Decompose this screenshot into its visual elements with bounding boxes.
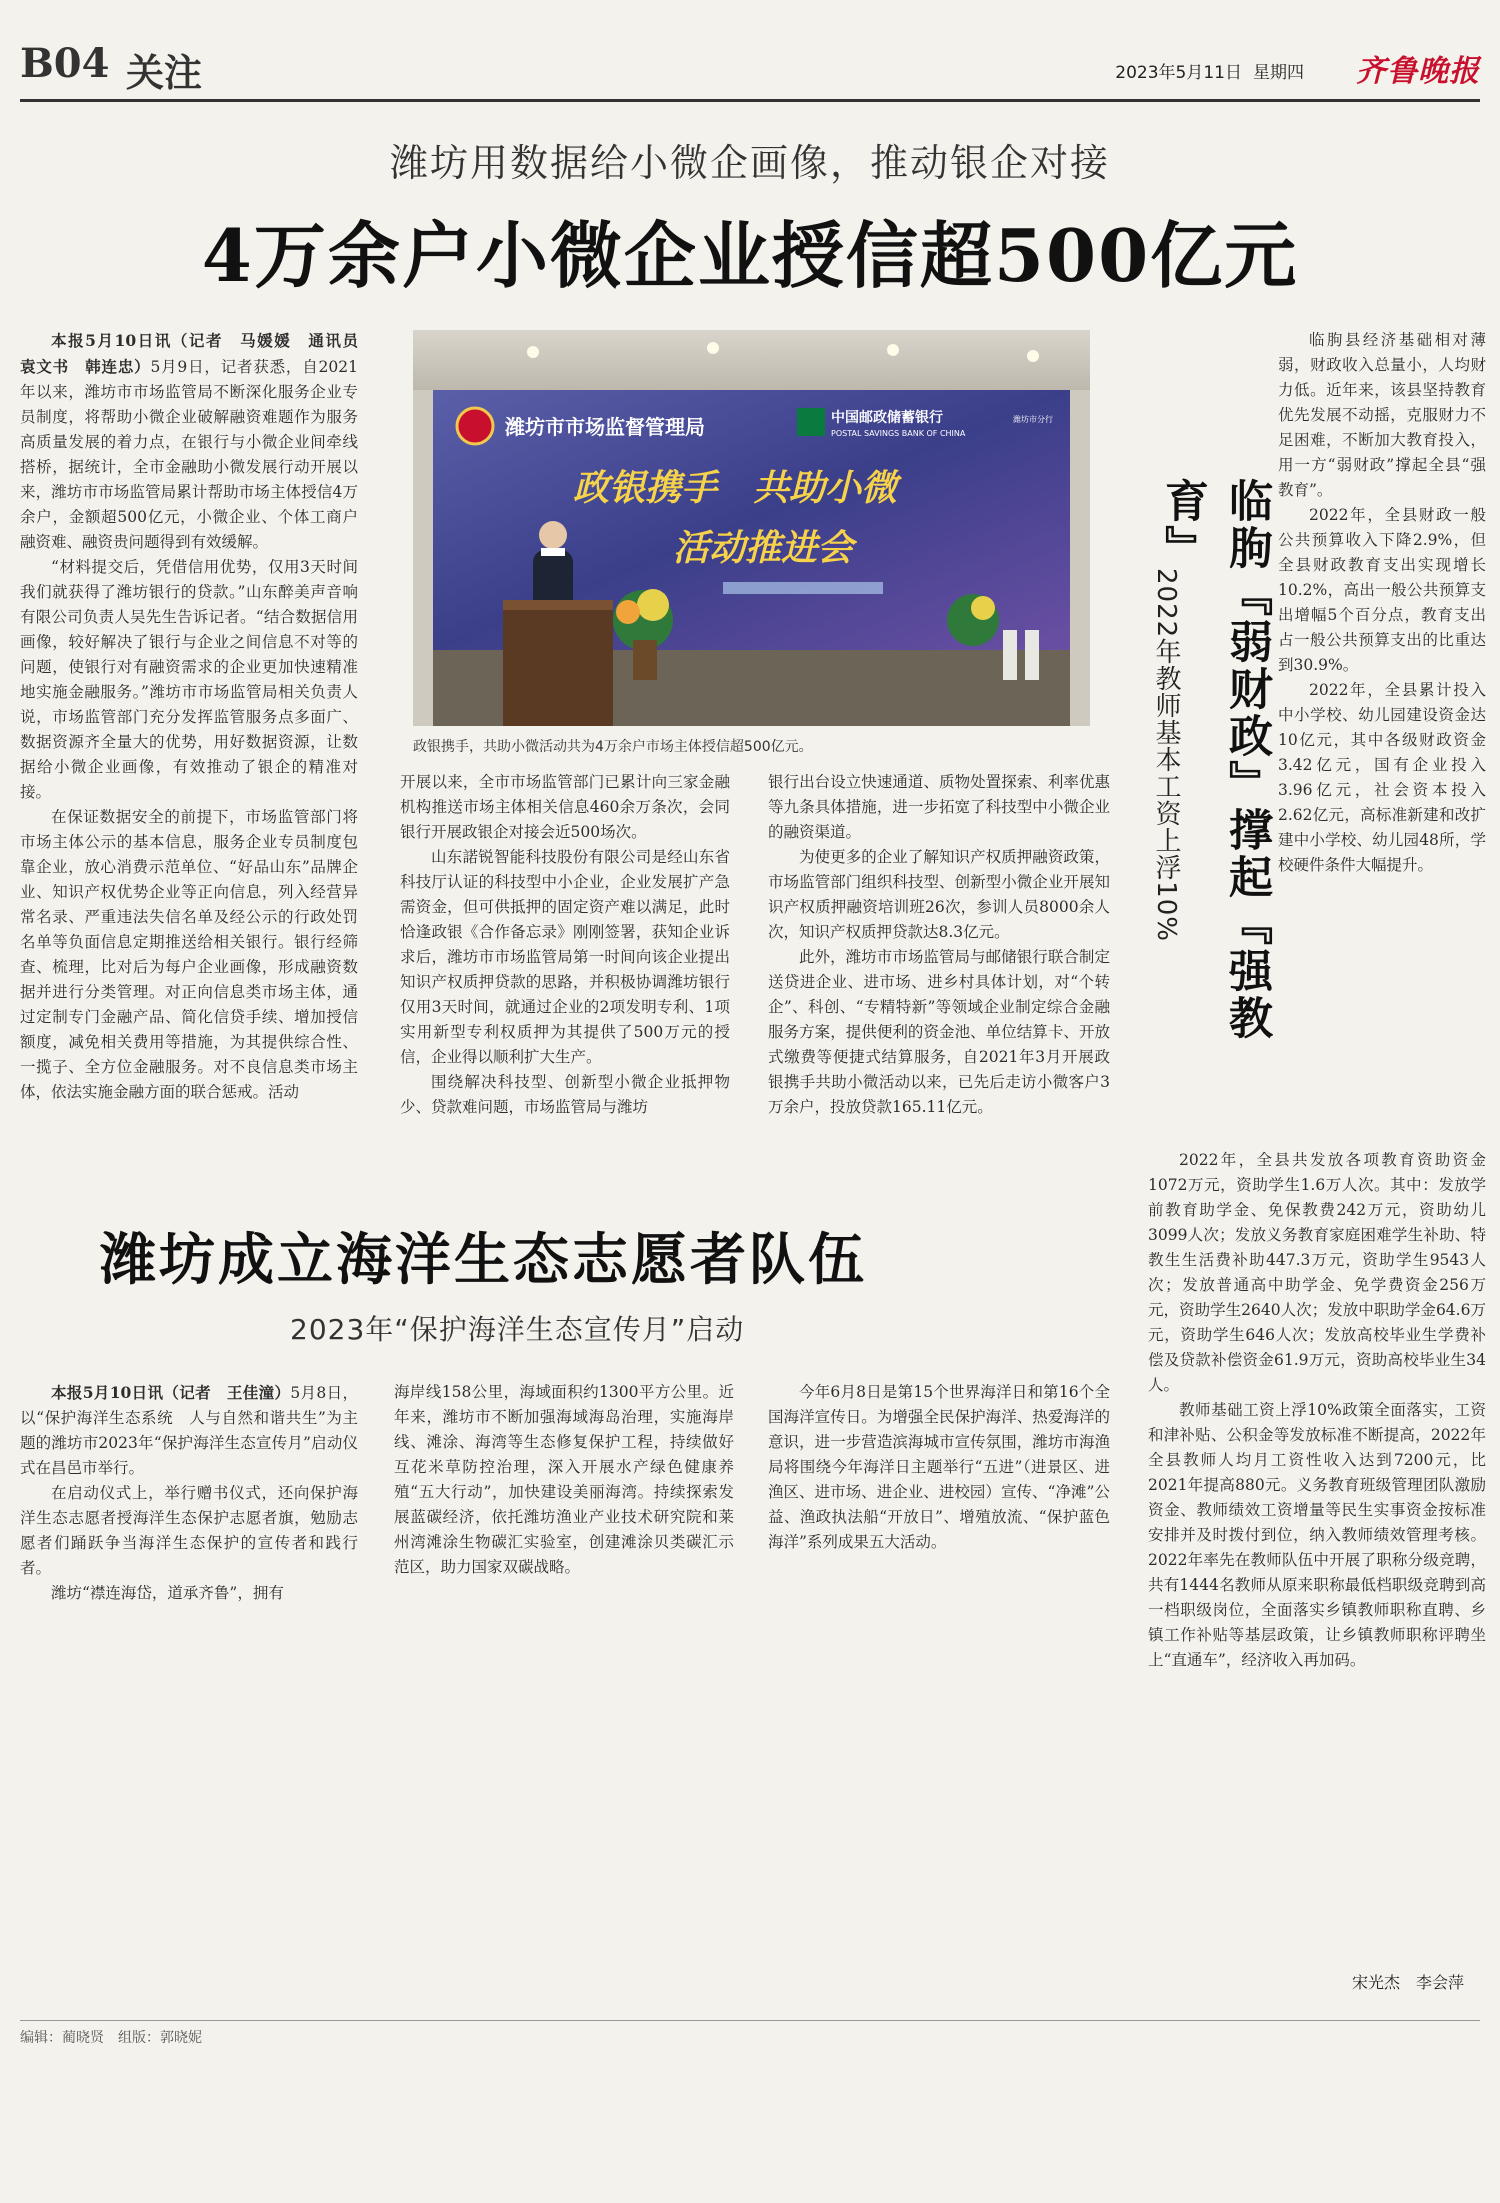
photo-banner-org: 潍坊市市场监督管理局 [505, 415, 705, 439]
article3-column-1 [20, 1380, 358, 1606]
article1-paragraph: 为使更多的企业了解知识产权质押融资政策，市场监管部门组织科技型、创新型小微企业开展知识产权质押融资培训班26次，参训人员8000余人次，知识产权质押贷款达8.3亿元。 [768, 848, 1110, 941]
article1-paragraph: 银行出台设立快速通道、质物处置探索、利率优惠等九条具体措施，进一步拓宽了科技型中小微企业的融资渠道。 [768, 773, 1110, 841]
article1-column-3 [768, 770, 1110, 1120]
article1-column-1 [20, 328, 374, 1105]
article3-paragraph: 海岸线158公里，海域面积约1300平方公里。近年来，潍坊市不断加强海域海岛治理，实施海岸线、滩涂、海湾等生态修复保护工程，持续做好互花米草防控治理，深入开展水产绿色健康养殖“五大行动”，加快建设美丽海湾。持续探索发展蓝碳经济，依托潍坊渔业产业技术研究院和莱州湾滩涂生物碳汇实验室，创建滩涂贝类碳汇示范区，助力国家双碳战略。 [394, 1383, 734, 1576]
article3-column-3 [768, 1380, 1110, 1555]
article2-paragraph: 临朐县经济基础相对薄弱，财政收入总量小，人均财力低。近年来，该县坚持教育优先发展不动摇，克服财力不足困难，不断加大教育投入，用一方“弱财政”撑起全县“强教育”。 [1278, 331, 1486, 499]
newspaper-logo: 齐鲁晚报 [1356, 54, 1480, 89]
article2-subheadline: 2022年教师基本工资上浮10% [1151, 568, 1181, 942]
article2-column-bottom [1148, 1148, 1486, 1673]
page-code: B04 [20, 40, 110, 87]
article2-authors: 宋光杰 李会萍 [1351, 1973, 1464, 1992]
article3-paragraph: 5月8日，以“保护海洋生态系统 人与自然和谐共生”为主题的潍坊市2023年“保护海洋生态宣传月”启动仪式在昌邑市举行。 [20, 1384, 358, 1477]
article1-paragraph: 5月9日，记者获悉，自2021年以来，潍坊市市场监管局不断深化服务企业专员制度，将帮助小微企业破解融资难题作为服务高质量发展的着力点，在银行与小微企业间牵线搭桥，据统计，全市金融助小微发展行动开展以来，潍坊市市场监管局累计帮助市场主体授信4万余户，金额超500亿元，小微企业、个体工商户融资难、融资贵问题得到有效缓解。 [20, 358, 358, 551]
article3-subheadline: 2023年“保护海洋生态宣传月”启动 [290, 1313, 745, 1346]
article1-subheadline: 潍坊用数据给小微企画像，推动银企对接 [389, 141, 1110, 185]
article1-paragraph: 开展以来，全市市场监管部门已累计向三家金融机构推送市场主体相关信息460余万条次，会同银行开展政银企对接会近500场次。 [400, 773, 730, 841]
article3-paragraph: 今年6月8日是第15个世界海洋日和第16个全国海洋宣传日。为增强全民保护海洋、热爱海洋的意识，进一步营造滨海城市宣传氛围，潍坊市海渔局将围绕今年海洋日主题举行“五进”（进景区、进渔区、进市场、进企业、进校园）宣传、“净滩”公益、渔政执法船“开放日”、增殖放流、“保护蓝色海洋”系列成果五大活动。 [768, 1383, 1110, 1551]
issue-date: 2023年5月11日 [1115, 63, 1242, 83]
article2-headline-block [1148, 478, 1278, 1058]
article1-paragraph: 在保证数据安全的前提下，市场监管部门将市场主体公示的基本信息，服务企业专员制度包靠企业，放心消费示范单位、“好品山东”品牌企业、知识产权优势企业等正向信息，列入经营异常名录、严重违法失信名单及经公示的行政处罚名单等负面信息定期推送给相关银行。银行经筛查、梳理，比对后为每户企业画像，形成融资数据并进行分类管理。对正向信息类市场主体，通过定制专门金融产品、简化信贷手续、增加授信额度，减免相关费用等措施，为其提供综合性、一揽子、全方位金融服务。对不良信息类市场主体，依法实施金融方面的联合惩戒。活动 [20, 808, 358, 1101]
article2-paragraph: 教师基础工资上浮10%政策全面落实，工资和津补贴、公积金等发放标准不断提高，2022年全县教师人均月工资性收入达到7200元，比2021年提高880元。义务教育班级管理团队激励资金、教师绩效工资增量等民生实事资金按标准安排并及时拨付到位，纳入教师绩效管理考核。2022年率先在教师队伍中开展了职称分级竞聘，共有1444名教师从原来职称最低档职级竞聘到高一档职级岗位，全面落实乡镇教师职称直聘、乡镇工作补贴等基层政策，让乡镇教师职称评聘坐上“直通车”，经济收入再加码。 [1148, 1401, 1486, 1669]
article2-paragraph: 2022年，全县财政一般公共预算收入下降2.9%，但全县财政教育支出实现增长10.2%，高出一般公共预算支出增幅5个百分点，教育支出占一般公共预算支出的比重达到30.9%。 [1278, 506, 1486, 674]
article2-paragraph: 2022年，全县共发放各项教育资助资金1072万元，资助学生1.6万人次。其中：发放学前教育助学金、免保教费242万元，资助幼儿3099人次；发放义务教育家庭困难学生补助、特教生生活费补助447.3万元，资助学生9543人次；发放普通高中助学金、免学费资金256万元，资助学生2640人次；发放中职助学金64.6万元，资助学生646人次；发放高校毕业生学费补偿及贷款补偿资金61.9万元，资助高校毕业生34人。 [1148, 1151, 1486, 1394]
article3-byline: 本报5月10日讯（记者 王佳潼） [51, 1383, 291, 1402]
article3-headline: 潍坊成立海洋生态志愿者队伍 [100, 1227, 867, 1293]
article2-paragraph: 2022年，全县累计投入中小学校、幼儿园建设资金达10亿元，其中各级财政资金3.42亿元，国有企业投入3.96亿元，社会资本投入2.62亿元，高标准新建和改扩建中小学校、幼儿园48所，学校硬件条件大幅提升。 [1278, 681, 1486, 874]
article3-paragraph: 在启动仪式上，举行赠书仪式，还向保护海洋生态志愿者授海洋生态保护志愿者旗，勉励志愿者们踊跃争当海洋生态保护的宣传者和践行者。 [20, 1484, 358, 1577]
editor-credits: 编辑：蔺晓贤 组版：郭晓妮 [20, 2030, 202, 2046]
article1-paragraph: “材料提交后，凭借信用优势，仅用3天时间我们就获得了潍坊银行的贷款。”山东醉美声音响有限公司负责人吴先生告诉记者。“结合数据信用画像，较好解决了银行与企业之间信息不对等的问题，使银行对有融资需求的企业更加快速精准地实施金融服务。”潍坊市市场监管局相关负责人说，市场监管部门充分发挥监管服务点多面广、数据资源齐全量大的优势，用好数据资源，让数据给小微企业画像，有效推动了银企的精准对接。 [20, 558, 358, 801]
photo-bank-name-en: POSTAL SAVINGS BANK OF CHINA [831, 429, 966, 438]
article3-paragraph: 潍坊“襟连海岱，道承齐鲁”，拥有 [51, 1584, 284, 1602]
article1-paragraph: 围绕解决科技型、创新型小微企业抵押物少、贷款难问题，市场监管局与潍坊 [400, 1073, 730, 1116]
event-photo [413, 330, 1090, 726]
issue-weekday: 星期四 [1253, 63, 1304, 83]
photo-bank-name: 中国邮政储蓄银行 [831, 410, 943, 426]
photo-slogan-line1: 政银携手 共助小微 [573, 467, 898, 509]
article1-column-2 [400, 770, 730, 1120]
article2-column-top [1278, 328, 1486, 878]
article1-paragraph: 山东諾锐智能科技股份有限公司是经山东省科技厅认证的科技型中小企业，企业发展扩产急需资金，但可供抵押的固定资产难以满足，此时恰逢政银《合作备忘录》刚刚签署，获知企业诉求后，潍坊市市场监管局第一时间向该企业提出知识产权质押贷款的思路，并积极协调潍坊银行仅用3天时间，就通过企业的2项发明专利、1项实用新型专利权质押为其提供了500万元的授信，企业得以顺利扩大生产。 [400, 848, 730, 1066]
photo-bank-branch: 潍坊市分行 [1013, 415, 1053, 424]
article1-paragraph: 此外，潍坊市市场监管局与邮储银行联合制定送贷进企业、进市场、进乡村具体计划，对“个转企”、科创、“专精特新”等领域企业制定综合金融服务方案，提供便利的资金池、单位结算卡、开放式缴费等便捷式结算服务，自2021年3月开展政银携手共助小微活动以来，已先后走访小微客户3万余户，投放贷款165.11亿元。 [768, 948, 1110, 1116]
event-photo-illustration [413, 330, 1090, 726]
article1-headline: 4万余户小微企业授信超500亿元 [201, 213, 1299, 298]
article1-byline: 本报5月10日讯（记者 马媛媛 通讯员 袁文书 韩连忠） [20, 331, 374, 376]
masthead [20, 40, 1480, 102]
section-name: 关注 [126, 50, 203, 95]
article3-column-2 [394, 1380, 734, 1580]
page-footer [20, 2020, 1480, 2047]
article2-headline: 临朐『弱财政』撑起『强教育』 [1157, 478, 1272, 1042]
photo-caption: 政银携手，共助小微活动共为4万余户市场主体授信超500亿元。 [413, 739, 813, 755]
photo-slogan-line2: 活动推进会 [673, 527, 854, 569]
